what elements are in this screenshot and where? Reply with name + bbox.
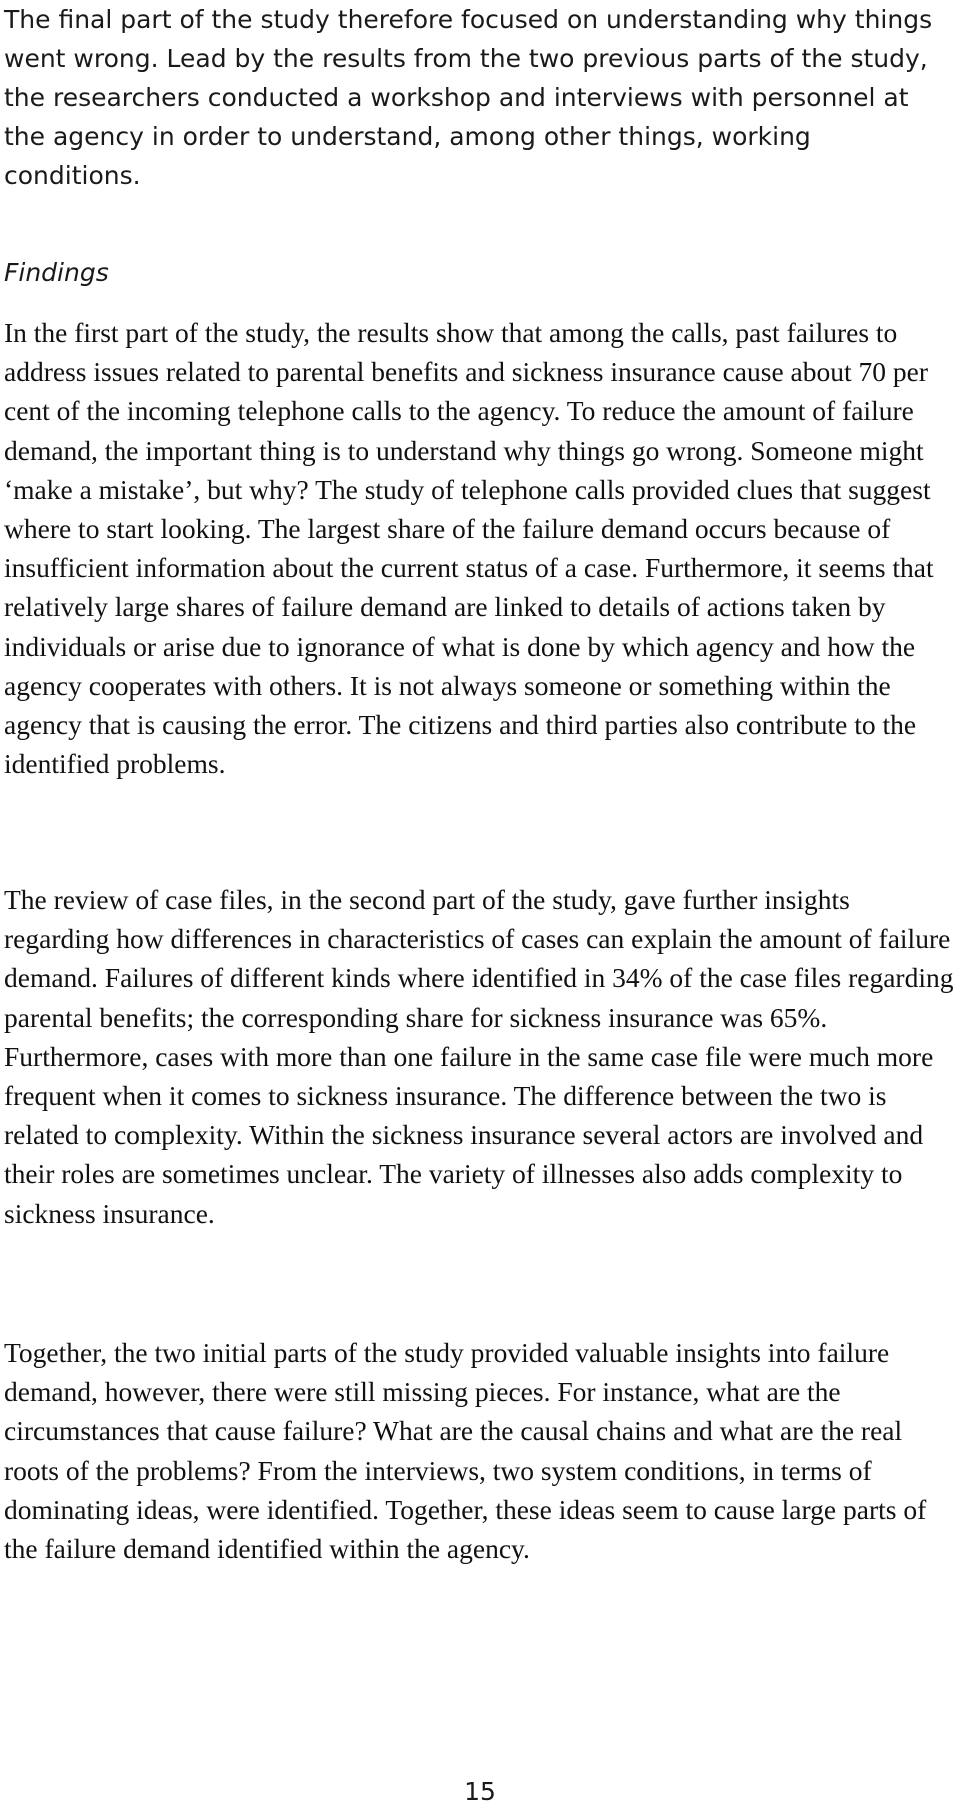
body-paragraph-3: Together, the two initial parts of the study provided valuable insights into failure demand, however, there were still missing pieces. For instance, what are the circumstances that cause failure? What are the causal chains and what are the real roots of the problems? From the interviews, two system conditions, in terms of dominating ideas, were identified. Together, these ideas seem to cause large parts of the failure demand identified within the agency. xyxy=(4,1337,927,1565)
page-number: 15 xyxy=(464,1777,496,1806)
body-paragraph-1: In the first part of the study, the results show that among the calls, past failures to address issues related to parental benefits and sickness insurance cause about 70 per cent of the incoming telephone calls to the agency. To reduce the amount of failure demand, the important thing is to understand why things go wrong. Someone might ‘make a mistake’, but why? The study of telephone calls provided clues that suggest where to start looking. The largest share of the failure demand occurs because of insufficient information about the current status of a case. Furthermore, it seems that relatively large shares of failure demand are linked to details of actions taken by individuals or arise due to ignorance of what is done by which agency and how the agency cooperates with others. It is not always someone or something within the agency that is causing the error. The citizens and third parties also contribute to the identified problems. xyxy=(4,317,934,780)
body-paragraph-2: The review of case files, in the second part of the study, gave further insights regarding how differences in characteristics of cases can explain the amount of failure demand. Failures of different kinds where identified in 34% of the case files regarding parental benefits; the corresponding share for sickness insurance was 65%. Furthermore, cases with more than one failure in the same case file were much more frequent when it comes to sickness insurance. The difference between the two is related to complexity. Within the sickness insurance several actors are involved and their roles are sometimes unclear. The variety of illnesses also adds complexity to sickness insurance. xyxy=(4,884,954,1229)
intro-paragraph: The final part of the study therefore focused on understanding why things went wrong. Lead by the results from the two previous parts of the study, the researchers conducted a workshop and interviews with personnel at the agency in order to understand, among other things, working conditions. xyxy=(4,5,933,190)
section-heading-findings: Findings xyxy=(4,258,109,287)
